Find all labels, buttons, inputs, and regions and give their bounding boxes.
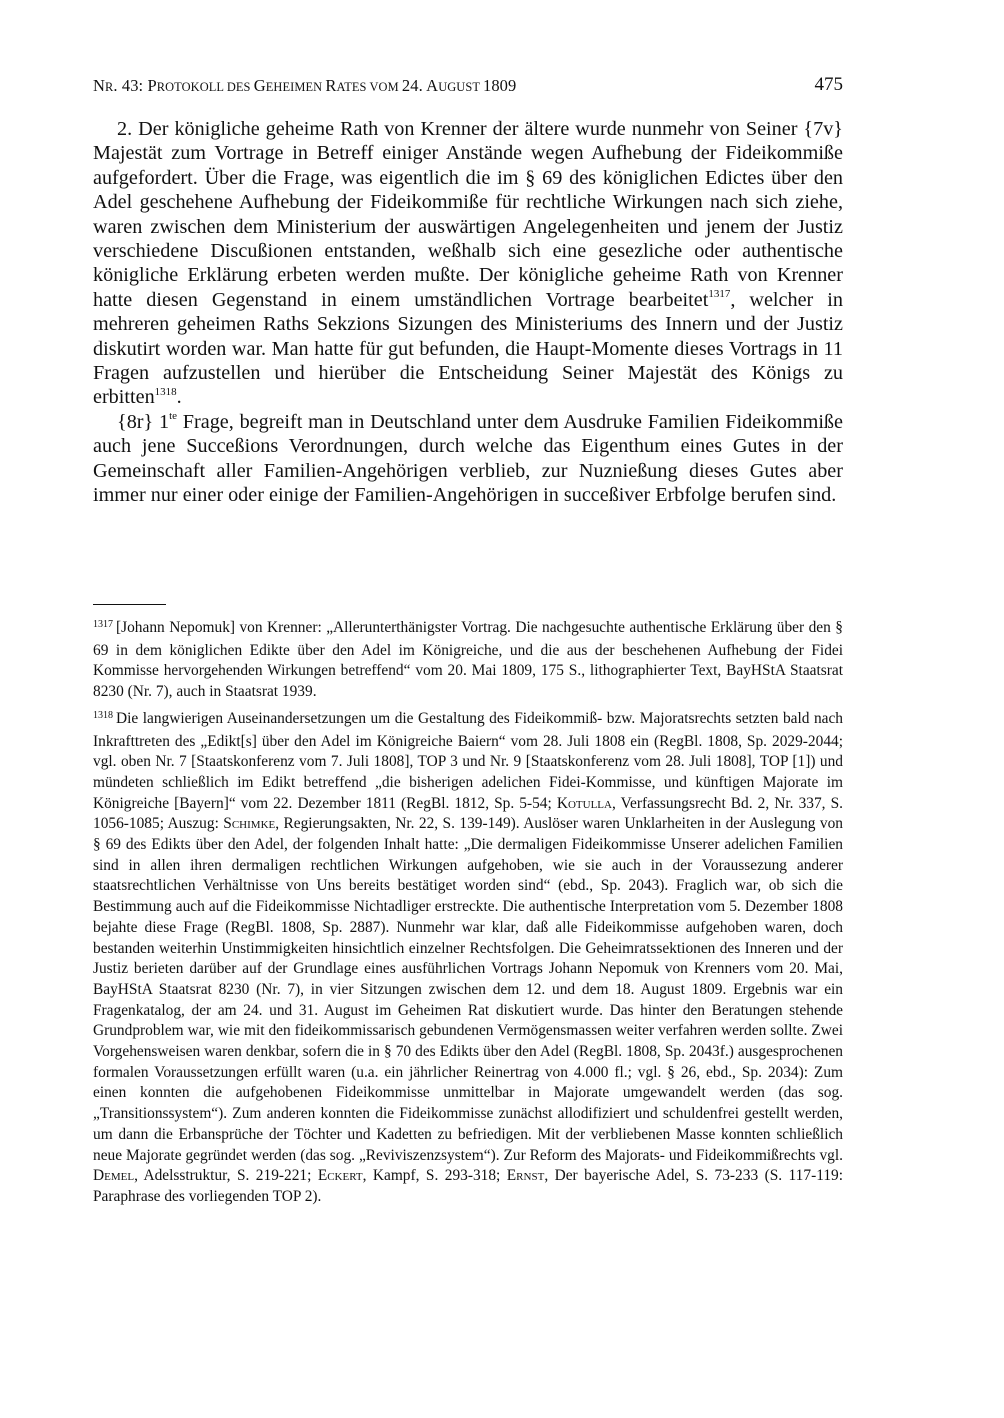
footnote-number: 1317 [93, 619, 113, 630]
footnote-number: 1318 [93, 709, 113, 721]
author-name: Schimke [223, 815, 276, 833]
running-head [93, 74, 843, 100]
footnote-ref[interactable]: 1318 [154, 385, 177, 398]
paragraph: {8r} $1^{te}$ Frage, begreift man in Deutschland unter dem Ausdruke Familien Fideikommiße auch jene Succeßions Verordnungen, durch welche das Eigenthum eines Gutes in der Gemeinschaft aller Familien-Angehörigen verblieb, zur Nuznießung dieses Gutes aber immer nur einer oder einige der Familien-Angehörigen in succeßiver Erbfolge berufen sind. [93, 410, 843, 507]
footnotes [93, 618, 843, 1214]
author-name: Ernst [506, 1167, 545, 1185]
footnote-ref[interactable]: 1317 [708, 288, 731, 301]
author-name: Demel [93, 1167, 135, 1185]
page-number: 475 [814, 74, 843, 95]
main-text [93, 117, 843, 508]
author-name: Eckert [317, 1167, 363, 1185]
author-name: Kotulla [556, 794, 612, 812]
paragraph: 2. Der königliche geheime Rath von Krenner der ältere wurde nunmehr von Seiner {7v} Majestät zum Vortrage in Betreff einiger Anstände wegen Aufhebung der Fideikommiße aufgefordert. Über die Frage, was eigentlich die im § 69 des königlichen Edictes über den Adel geschehene Aufhebung der Fideikommiße für rechtliche Wirkungen nach sich ziehe, waren zwischen dem Ministerium der auswärtigen Angelegenheiten und jenem der Justiz verschiedene Discußionen entstanden, weßhalb sich eine gesezliche oder authentische königliche Erklärung erbeten werden mußte. Der königliche geheime Rath von Krenner hatte diesen Gegenstand in einem umständlichen Vortrage bearbeitet$^{1317}$, welcher in mehreren geheimen Raths Sekzions Sizungen des Ministeriums des Innern und der Justiz diskutirt worden war. Man hatte für gut befunden, die Haupt-Momente dieses Vortrags in 11 Fragen aufzustellen und hierüber die Entscheidung Seiner Majestät des Königs zu erbitten$^{1318}$. [93, 118, 843, 409]
footnote: $^{1317}$ [Johann Nepomuk] von Krenner: „Allerunterthänigster Vortrag. Die nachgesuchte authentische Erklärung über den § 69 in dem königlichen Edikte über den Adel im Königreiche, und die aus der beschehenen Aufhebung der Fidei Kommisse hervorgehenden Wirkungen betreffend“ vom 20. Mai 1809, 175 S., lithographierter Text, BayHStA Staatsrat 8230 (Nr. 7), auch in Staatsrat 1939. [93, 619, 843, 701]
footnote: $^{1318}$ Die langwierigen Auseinandersetzungen um die Gestaltung des Fideikommiß- bzw. Majoratsrechts setzten bald nach Inkrafttreten des „Edikt[s] über den Adel im Königreiche Baiern“ vom 28. Juli 1808 ein (RegBl. 1808, Sp. 2029-2044; vgl. oben Nr. 7 [Staatskonferenz vom 7. Juli 1808], TOP 3 und Nr. 9 [Staatskonferenz vom 28. Juli 1808], TOP [1]) und mündeten schließlich im Edikt betreffend „die bisherigen adelichen Fidei-Kommisse, und künftigen Majorate im Königreiche [Bayern]“ vom 22. Dezember 1811 (RegBl. 1812, Sp. 5-54; Kotulla, Verfassungsrecht Bd. 2, Nr. 337, S. 1056-1085; Auszug: Schimke, Regierungsakten, Nr. 22, S. 139-149). Auslöser waren Unklarheiten in der Auslegung von § 69 des Edikts über den Adel, der folgenden Inhalt hatte: „Die dermaligen Fideikommisse Unserer adelichen Familien sind in allen ihren dermaligen rechtlichen Wirkungen aufgehoben, wie sie auch in der Voraussezung anderer staatsrechtlichen Verhältnisse von Uns bereits bestätiget worden sind“ (ebd., Sp. 2043). Fraglich war, ob sich die Bestimmung auch auf die Fideikommisse Nichtadliger erstreckte. Die authentische Interpretation vom 5. Dezember 1808 bejahte diese Frage (RegBl. 1808, Sp. 2887). Nunmehr war klar, daß alle Fideikommisse aufgehoben waren, doch bestanden weiterhin Unstimmigkeiten hinsichtlich einzelner Rechtsfolgen. Die Geheimratssektionen des Inneren und der Justiz berieten darüber auf der Grundlage eines ausführlichen Vortrags Johann Nepomuk von Krenners vom 20. Mai, BayHStA Staatsrat 8230 (Nr. 7), in vier Sitzungen zwischen dem 12. und dem 18. August 1809. Ergebnis war ein Fragenkatalog, der am 24. und 31. August im Geheimen Rat diskutiert wurde. Das hinter den Beratungen stehende Grundproblem war, wie mit den fideikommissarisch gebundenen Vermögensmassen weiter verfahren werden sollte. Zwei Vorgehensweisen waren denkbar, sofern die in § 70 des Edikts über den Adel (RegBl. 1808, Sp. 2043f.) ausgesprochenen formalen Voraussetzungen erfüllt waren (u.a. ein jährlicher Reinertrag von 4.000 fl.; vgl. § 26, ebd., Sp. 2034): Zum einen konnten die aufgehobenen Fideikommisse unmittelbar in Majorate umgewandelt werden (das sog. „Transitionssystem“). Zum anderen konnten die Fideikommisse zunächst allodifiziert und schuldenfrei gestellt werden, um dann die Erbansprüche der Töchter und Kadetten zu befriedigen. Mit der verbliebenen Masse konnten schließlich neue Majorate gegründet werden (das sog. „Reviviszenzsystem“). Zur Reform des Majorats- und Fideikommißrechts vgl. Demel, Adelsstruktur, S. 219-221; Eckert, Kampf, S. 293-318; Ernst, Der bayerische Adel, S. 73-233 (S. 117-119: Paraphrase des vorliegenden TOP 2). [93, 709, 844, 1205]
running-head-title: NR. 43: PROTOKOLL DES GEHEIMEN RATES VOM 24. AUGUST 1809 [93, 76, 517, 95]
footnote-divider [93, 604, 166, 605]
page [93, 0, 843, 1418]
